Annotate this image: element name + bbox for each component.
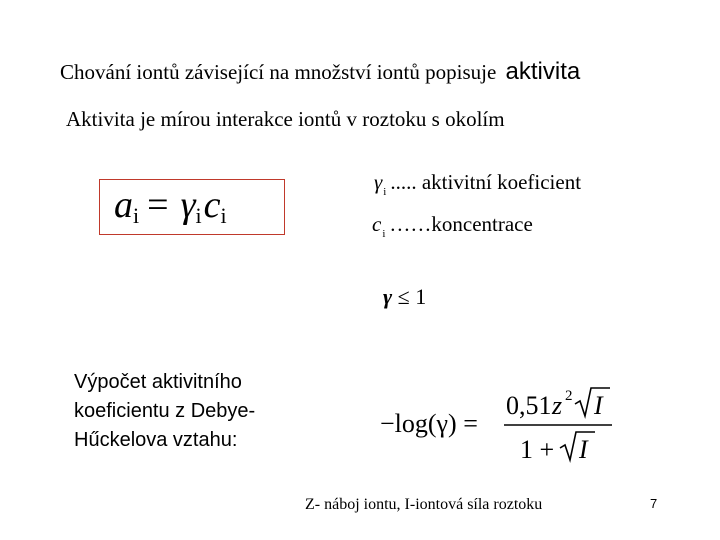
definition-c-text: ……koncentrace (389, 212, 533, 236)
definition-concentration (372, 212, 533, 240)
equation-numerator-coeff: 0,51 (506, 391, 552, 420)
definition-c-sub: i (382, 228, 386, 240)
equation-numerator-exp: 2 (565, 388, 573, 404)
activity-formula (114, 183, 229, 229)
formula-c-sub: i (220, 203, 227, 228)
intro-line (60, 58, 580, 86)
definition-gamma (374, 170, 581, 198)
inequality-value: 1 (415, 284, 427, 309)
footnote: Z- náboj iontu, I-iontová síla roztoku (305, 496, 543, 513)
calculation-label: Výpočet aktivitního koeficientu z Debye-Hűckelova vztahu: (74, 371, 256, 451)
numerator-sqrt-sign (575, 388, 610, 416)
page-number: 7 (650, 496, 658, 511)
intro-text: Chování iontů závisející na množství iontů popisuje (60, 60, 497, 84)
equation-denominator-radicand: I (579, 435, 588, 464)
inequality-relation: ≤ (397, 284, 410, 309)
gamma-inequality (383, 284, 426, 310)
equation-lhs: −log(γ) = (380, 409, 478, 438)
formula-gamma-sub: i (195, 203, 202, 228)
denominator-sqrt-sign (560, 432, 595, 460)
definition-gamma-text: ..... aktivitní koeficient (390, 170, 582, 194)
formula-c: c (203, 184, 221, 226)
definition-gamma-symbol: γ (374, 170, 383, 194)
activity-formula-box (99, 179, 285, 235)
formula-lhs: a (114, 184, 133, 226)
formula-lhs-sub: i (133, 203, 140, 228)
formula-equals: = (147, 184, 169, 226)
equation-denominator-text: 1 + (520, 435, 555, 464)
debye-huckel-equation (380, 380, 640, 470)
accent-word: aktivita (505, 58, 581, 85)
definition-c-symbol: c (372, 212, 382, 236)
definition-line: Aktivita je mírou interakce iontů v roztoku s okolím (66, 107, 505, 131)
formula-gamma: γ (180, 184, 196, 226)
inequality-symbol: γ (383, 284, 393, 309)
definition-gamma-sub: i (383, 186, 387, 198)
equation-numerator-radicand: I (594, 391, 603, 420)
equation-numerator-var: z (552, 391, 563, 420)
